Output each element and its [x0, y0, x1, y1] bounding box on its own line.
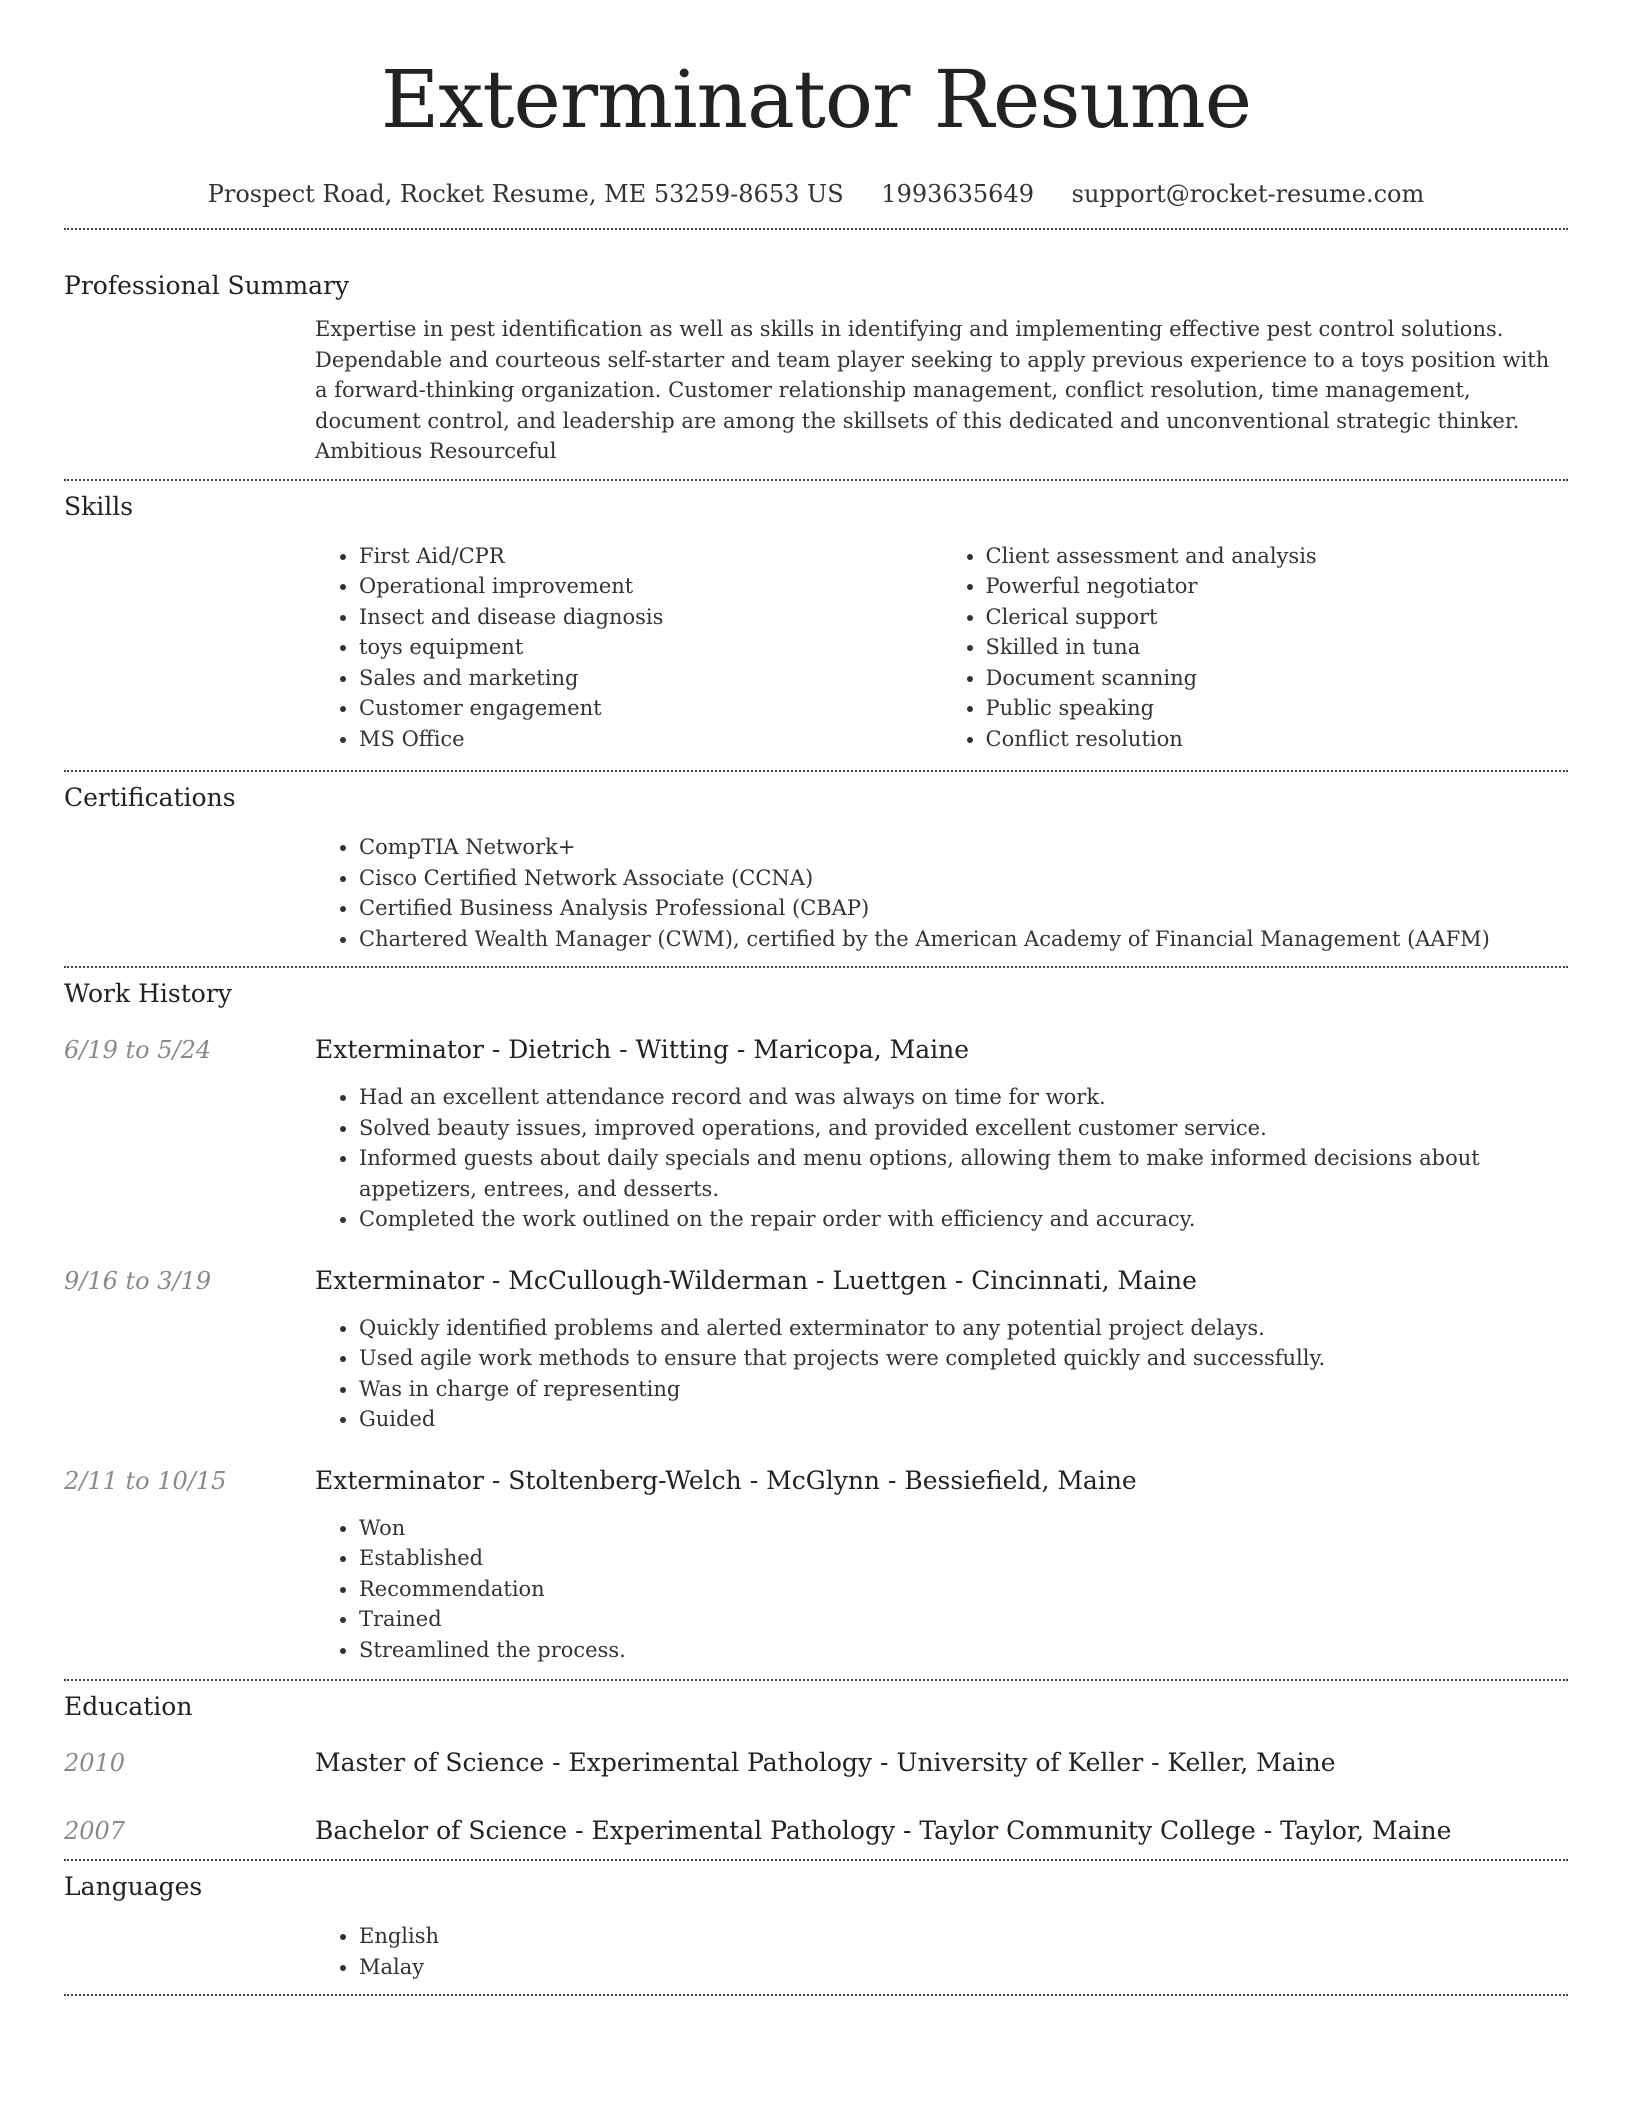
certification-item: • Cisco Certified Network Associate (CCNA)	[359, 863, 1568, 894]
section-divider	[64, 966, 1568, 968]
job-dates: 2/11 to 10/15	[64, 1466, 227, 1495]
skill-item: • Client assessment and analysis	[986, 541, 1569, 572]
job-dates: 6/19 to 5/24	[64, 1036, 212, 1064]
job-header	[64, 1034, 1568, 1066]
skills-list-right	[942, 541, 1569, 755]
contact-phone: 1993635649	[881, 180, 1034, 208]
section-divider	[64, 770, 1568, 772]
contact-email: support@rocket-resume.com	[1071, 180, 1425, 208]
job-entry	[64, 1265, 1568, 1435]
section-title-skills: Skills	[64, 491, 134, 521]
skill-item: • First Aid/CPR	[359, 541, 942, 572]
skill-item: • Powerful negotiator	[986, 571, 1569, 602]
section-summary	[64, 270, 1568, 467]
job-bullet: • Informed guests about daily specials and menu options, allowing them to make informed decisions about appetizers, entrees, and desserts.	[359, 1143, 1568, 1204]
section-education	[64, 1691, 1568, 1847]
skill-item: • MS Office	[359, 724, 942, 755]
section-work-history	[64, 978, 1568, 1665]
job-title: Exterminator - Stoltenberg-Welch - McGlynn - Bessiefield, Maine	[315, 1465, 1137, 1495]
education-year: 2007	[64, 1817, 126, 1845]
languages-content	[315, 1921, 1568, 1982]
section-divider	[64, 479, 1568, 481]
section-title-work-history: Work History	[64, 979, 232, 1008]
skill-item: • Public speaking	[986, 693, 1569, 724]
job-bullet: • Was in charge of representing	[359, 1374, 1568, 1405]
job-bullets	[315, 1513, 1568, 1666]
section-divider	[64, 1859, 1568, 1861]
section-certifications	[64, 782, 1568, 954]
skill-item: • Conflict resolution	[986, 724, 1569, 755]
resume-page	[64, 0, 1568, 1996]
education-degree: Bachelor of Science - Experimental Pathology - Taylor Community College - Taylor, Maine	[315, 1816, 1452, 1845]
summary-content	[315, 314, 1568, 467]
skill-item: • Insect and disease diagnosis	[359, 602, 942, 633]
job-bullet: • Guided	[359, 1404, 1568, 1435]
job-bullet: • Recommendation	[359, 1574, 1568, 1605]
section-title-summary: Professional Summary	[64, 271, 350, 300]
job-header	[64, 1465, 1568, 1497]
job-header	[64, 1265, 1568, 1297]
job-bullets	[315, 1313, 1568, 1435]
section-divider	[64, 1994, 1568, 1996]
languages-list	[315, 1921, 1568, 1982]
education-row	[64, 1815, 1568, 1847]
job-title: Exterminator - McCullough-Wilderman - Luettgen - Cincinnati, Maine	[315, 1265, 1197, 1295]
skill-item: • Skilled in tuna	[986, 632, 1569, 663]
skills-list-left	[315, 541, 942, 755]
skill-item: • Operational improvement	[359, 571, 942, 602]
skill-item: • Document scanning	[986, 663, 1569, 694]
education-year: 2010	[64, 1749, 126, 1777]
education-degree: Master of Science - Experimental Pathology - University of Keller - Keller, Maine	[315, 1748, 1336, 1777]
certifications-list	[315, 832, 1568, 954]
certification-item: • Certified Business Analysis Professional (CBAP)	[359, 893, 1568, 924]
language-item: • English	[359, 1921, 1568, 1952]
language-item: • Malay	[359, 1952, 1568, 1983]
job-bullet: • Had an excellent attendance record and was always on time for work.	[359, 1082, 1568, 1113]
education-entry	[64, 1815, 1568, 1847]
certifications-content	[315, 832, 1568, 954]
skill-item: • Customer engagement	[359, 693, 942, 724]
job-bullet: • Completed the work outlined on the repair order with efficiency and accuracy.	[359, 1204, 1568, 1235]
certification-item: • CompTIA Network+	[359, 832, 1568, 863]
job-dates: 9/16 to 3/19	[64, 1266, 212, 1295]
summary-text: Expertise in pest identification as well as skills in identifying and implementing effective pest control solutions. Dependable and courteous self-starter and team player seeking to apply previous experience to a toys position with a forward-thinking organization. Customer relationship management, conflict resolution, time management, document control, and leadership are among the skillsets of this dedicated and unconventional strategic thinker. Ambitious Resourceful	[315, 317, 1550, 463]
job-bullet: • Used agile work methods to ensure that projects were completed quickly and successfully.	[359, 1343, 1568, 1374]
contact-line	[64, 178, 1568, 210]
job-bullet: • Won	[359, 1513, 1568, 1544]
section-divider	[64, 228, 1568, 230]
job-bullet: • Quickly identified problems and alerted exterminator to any potential project delays.	[359, 1313, 1568, 1344]
certification-item: • Chartered Wealth Manager (CWM), certified by the American Academy of Financial Management (AAFM)	[359, 924, 1568, 955]
section-title-certifications: Certifications	[64, 783, 236, 812]
job-bullet: • Streamlined the process.	[359, 1635, 1568, 1666]
job-bullet: • Solved beauty issues, improved operations, and provided excellent customer service.	[359, 1113, 1568, 1144]
resume-title: Exterminator Resume	[380, 53, 1252, 146]
skill-item: • Sales and marketing	[359, 663, 942, 694]
section-title-languages: Languages	[64, 1872, 203, 1901]
skill-item: • toys equipment	[359, 632, 942, 663]
skill-item: • Clerical support	[986, 602, 1569, 633]
job-entry	[64, 1034, 1568, 1235]
education-row	[64, 1747, 1568, 1779]
job-entry	[64, 1465, 1568, 1666]
section-skills	[64, 491, 1568, 755]
contact-address: Prospect Road, Rocket Resume, ME 53259-8653 US	[207, 180, 844, 208]
job-bullets	[315, 1082, 1568, 1235]
education-entry	[64, 1747, 1568, 1779]
job-bullet: • Established	[359, 1543, 1568, 1574]
skills-content	[315, 541, 1568, 755]
job-title: Exterminator - Dietrich - Witting - Maricopa, Maine	[315, 1035, 969, 1064]
skills-columns	[315, 541, 1568, 755]
section-divider	[64, 1679, 1568, 1681]
section-languages	[64, 1871, 1568, 1982]
job-bullet: • Trained	[359, 1604, 1568, 1635]
section-title-education: Education	[64, 1692, 193, 1721]
